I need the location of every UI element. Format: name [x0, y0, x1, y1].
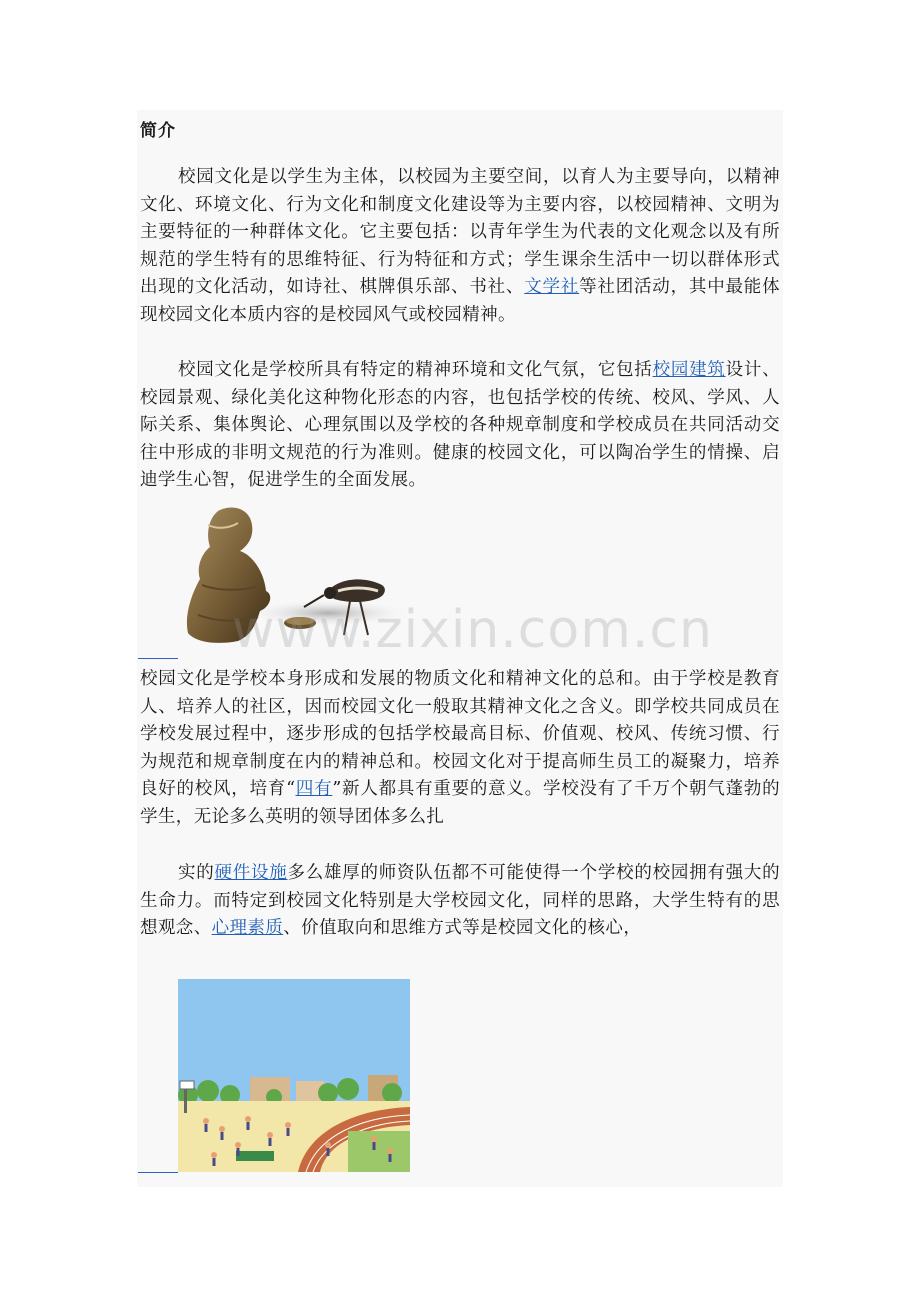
watermark: www.zixin.com.cn: [232, 600, 713, 660]
link-xiaoyuan-jianzhu[interactable]: 校园建筑: [652, 360, 726, 380]
paragraph-4: 实的硬件设施多么雄厚的师资队伍都不可能使得一个学校的校园拥有强大的生命力。而特定到校园文化特别是大学校园文化，同样的思路，大学生特有的思想观念、心理素质、价值取向和思维方式等是校园文化的核心，: [140, 863, 780, 938]
section-heading: 简介: [140, 121, 176, 141]
link-wenxueshe[interactable]: 文学社: [524, 277, 580, 297]
link-siyou[interactable]: 四有: [295, 779, 333, 799]
paragraph-3: 校园文化是学校本身形成和发展的物质文化和精神文化的总和。由于学校是教育人、培养人的社区，因而校园文化一般取其精神文化之含义。即学校共同成员在学校发展过程中，逐步形成的包括学校最高目标、价值观、校风、传统习惯、行为规范和规章制度在内的精神总和。校园文化对于提高师生员工的凝聚力，培养良好的校风，培育“四有”新人都具有重要的意义。学校没有了千万个朝气蓬勃的学生，无论多么英明的领导团体多么扎: [140, 669, 780, 827]
sculpture-image[interactable]: [178, 495, 410, 657]
image-link-underline-2[interactable]: [138, 1172, 178, 1173]
paragraph-1: 校园文化是以学生为主体，以校园为主要空间，以育人为主要导向，以精神文化、环境文化、行为文化和制度文化建设等为主要内容，以校园精神、文明为主要特征的一种群体文化。它主要包括：以青年学生为代表的文化观念以及有所规范的学生特有的思维特征、行为特征和方式；学生课余生活中一切以群体形式出现的文化活动，如诗社、棋牌俱乐部、书社、文学社等社团活动，其中最能体现校园文化本质内容的是校园风气或校园精神。: [140, 167, 780, 325]
image-link-underline-1[interactable]: [138, 658, 178, 659]
paragraph-2: 校园文化是学校所具有特定的精神环境和文化气氛，它包括校园建筑设计、校园景观、绿化美化这种物化形态的内容，也包括学校的传统、校风、学风、人际关系、集体舆论、心理氛围以及学校的各种规章制度和学校成员在共同活动交往中形成的非明文规范的行为准则。健康的校园文化，可以陶冶学生的情操、启迪学生心智，促进学生的全面发展。: [140, 360, 780, 490]
link-xinli-suzhi[interactable]: 心理素质: [211, 918, 284, 938]
campus-illustration: [178, 979, 410, 1172]
sculpture-illustration: [178, 495, 410, 657]
link-yingjian-sheshi[interactable]: 硬件设施: [214, 863, 288, 883]
campus-image[interactable]: [178, 979, 410, 1172]
